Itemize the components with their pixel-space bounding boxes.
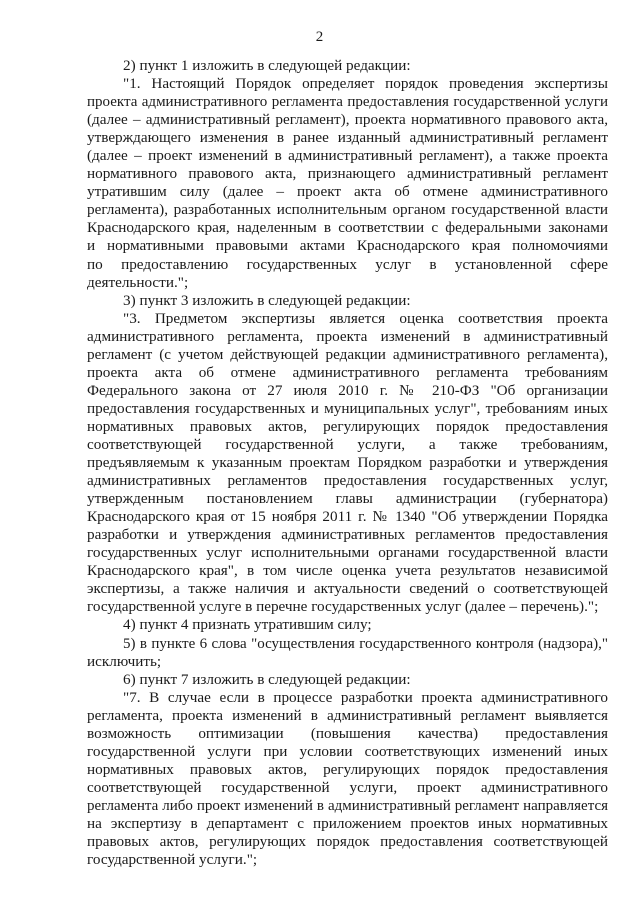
- text-line: на экспертизу в департамент с приложением проектов иных нормативных: [87, 814, 608, 832]
- text-line: регламента либо проект изменений в административный регламент направляется: [87, 797, 608, 814]
- text-line: "1. Настоящий Порядок определяет порядок проведения экспертизы: [123, 75, 608, 93]
- text-line: "7. В случае если в процессе разработки проекта административного: [123, 688, 608, 706]
- text-line: 4) пункт 4 признать утратившим силу;: [123, 616, 372, 634]
- text-line: и нормативными правовыми актами Краснодарского края полномочиями: [87, 237, 608, 255]
- text-line: разработки и утверждения административных регламентов предоставления: [87, 526, 608, 544]
- text-line: государственной услуге в перечне государственных услуг (далее – перечень).";: [87, 598, 599, 616]
- text-line: нормативного правового акта, признающего административный регламент: [87, 165, 608, 183]
- text-line: возможность оптимизации (повышения качества) предоставления: [87, 724, 608, 742]
- text-line: предоставления государственных и муниципальных услуг", требованиям иных: [87, 399, 608, 417]
- document-body: [87, 57, 608, 869]
- text-line: исключить;: [87, 652, 162, 670]
- text-line: 2) пункт 1 изложить в следующей редакции:: [123, 57, 411, 74]
- text-line: 3) пункт 3 изложить в следующей редакции:: [123, 291, 411, 309]
- text-line: государственной услуги.";: [87, 851, 258, 869]
- text-line: 6) пункт 7 изложить в следующей редакции:: [123, 670, 411, 688]
- text-line: Федерального закона от 27 июля 2010 г. № 210-ФЗ "Об организации: [87, 381, 608, 399]
- text-line: 5) в пункте 6 слова "осуществления государственного контроля (надзора),": [123, 635, 608, 652]
- text-line: (далее – проект изменений в административный регламент), а также проекта: [87, 147, 608, 165]
- text-line: административных регламентов предоставления государственных услуг,: [87, 472, 608, 490]
- text-line: проекта административного регламента предоставления государственной услуги: [87, 94, 608, 111]
- text-line: Краснодарского края", в том числе оценка учета результатов независимой: [87, 562, 608, 580]
- text-line: утверждающего изменения в ранее изданный административный регламент: [87, 129, 608, 147]
- text-line: регламента), разработанных исполнительным органом государственной власти: [87, 201, 608, 219]
- text-line: предъявляемым к указанным проектам Порядком разработки и утверждения: [87, 454, 608, 472]
- text-line: административного регламента, проекта изменений в административный: [87, 327, 608, 345]
- text-line: государственной услуги при условии соответствующих изменений иных: [87, 742, 608, 760]
- text-line: проекта акта об отмене административного регламента требованиям: [87, 363, 608, 381]
- text-line: правовых актов, регулирующих порядок предоставления соответствующей: [87, 833, 608, 851]
- text-line: регламента, проекта изменений в административный регламент выявляется: [87, 706, 608, 724]
- text-line: нормативных правовых актов, регулирующих порядок предоставления: [87, 417, 608, 435]
- text-line: государственных услуг исполнительными органами государственной власти: [87, 544, 608, 562]
- text-line: соответствующей государственной услуги, проект административного: [87, 778, 608, 796]
- text-line: регламент (с учетом действующей редакции административного регламента),: [87, 345, 608, 363]
- text-line: деятельности.";: [87, 273, 189, 291]
- text-line: Краснодарского края от 15 ноября 2011 г. № 1340 "Об утверждении Порядка: [87, 508, 608, 526]
- text-line: (далее – административный регламент), проекта нормативного правового акта,: [87, 111, 608, 129]
- text-line: по предоставлению государственных услуг в установленной сфере: [87, 255, 608, 273]
- text-line: экспертизы, а также наличия и актуальности сведений о соответствующей: [87, 580, 608, 598]
- text-line: соответствующей государственной услуги, а также требованиям,: [87, 435, 608, 453]
- text-line: нормативных правовых актов, регулирующих порядок предоставления: [87, 760, 608, 778]
- text-line: "3. Предметом экспертизы является оценка соответствия проекта: [123, 309, 608, 327]
- text-line: утвержденным постановлением главы администрации (губернатора): [87, 490, 608, 508]
- text-line: утратившим силу (далее – проект акта об отмене административного: [87, 183, 608, 201]
- text-line: Краснодарского края, наделенным в соответствии с федеральными законами: [87, 219, 608, 237]
- page-number: 2: [315, 29, 324, 45]
